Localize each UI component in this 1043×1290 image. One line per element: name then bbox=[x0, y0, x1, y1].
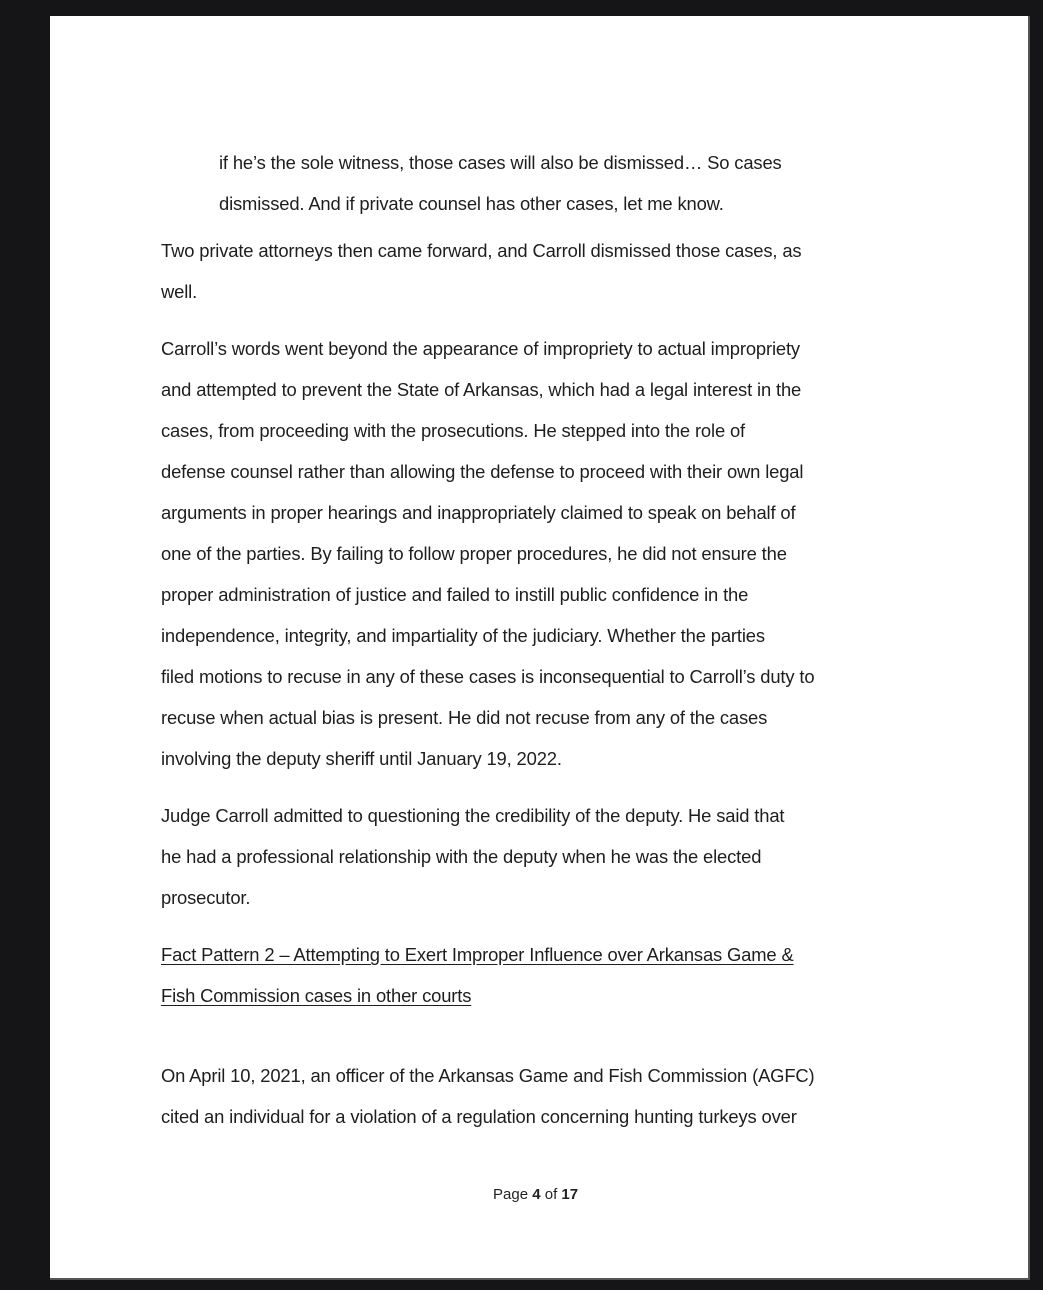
footer-of: of bbox=[544, 1186, 558, 1203]
text-line: Judge Carroll admitted to questioning the credibility of the deputy. He said that bbox=[161, 805, 785, 826]
paragraph-judge-admitted bbox=[161, 795, 784, 918]
text-line: cases, from proceeding with the prosecutions. He stepped into the role of bbox=[161, 420, 746, 441]
text-line: independence, integrity, and impartiality of the judiciary. Whether the parties bbox=[161, 625, 765, 646]
text-line: defense counsel rather than allowing the defense to proceed with their own legal bbox=[161, 461, 804, 482]
document-page bbox=[50, 16, 1030, 1280]
text-line: prosecutor. bbox=[161, 887, 251, 908]
heading-line: Fact Pattern 2 – Attempting to Exert Improper Influence over Arkansas Game & bbox=[161, 944, 794, 965]
quote-block bbox=[219, 142, 782, 224]
paragraph-april-citation bbox=[161, 1055, 815, 1137]
text-line: Carroll’s words went beyond the appearance of impropriety to actual impropriety bbox=[161, 338, 800, 359]
text-line: filed motions to recuse in any of these cases is inconsequential to Carroll’s duty to bbox=[161, 666, 815, 687]
text-line: cited an individual for a violation of a regulation concerning hunting turkeys over bbox=[161, 1106, 797, 1127]
quote-line: dismissed. And if private counsel has other cases, let me know. bbox=[219, 193, 724, 214]
text-line: arguments in proper hearings and inappropriately claimed to speak on behalf of bbox=[161, 502, 796, 523]
text-line: recuse when actual bias is present. He did not recuse from any of the cases bbox=[161, 707, 768, 728]
total-pages: 17 bbox=[561, 1186, 579, 1203]
footer-prefix: Page bbox=[493, 1186, 529, 1203]
text-line: well. bbox=[161, 281, 198, 302]
page-number-footer bbox=[493, 1186, 578, 1203]
text-line: Two private attorneys then came forward, and Carroll dismissed those cases, as bbox=[161, 240, 802, 261]
text-line: one of the parties. By failing to follow proper procedures, he did not ensure the bbox=[161, 543, 787, 564]
text-line: proper administration of justice and failed to instill public confidence in the bbox=[161, 584, 749, 605]
text-line: and attempted to prevent the State of Arkansas, which had a legal interest in the bbox=[161, 379, 802, 400]
heading-line: Fish Commission cases in other courts bbox=[161, 985, 472, 1006]
paragraph-private-attorneys bbox=[161, 230, 801, 312]
text-line: he had a professional relationship with the deputy when he was the elected bbox=[161, 846, 762, 867]
text-line: involving the deputy sheriff until January 19, 2022. bbox=[161, 748, 562, 769]
current-page: 4 bbox=[532, 1186, 541, 1203]
quote-line: if he’s the sole witness, those cases will also be dismissed… So cases bbox=[219, 152, 782, 173]
text-line: On April 10, 2021, an officer of the Arkansas Game and Fish Commission (AGFC) bbox=[161, 1065, 815, 1086]
paragraph-impropriety bbox=[161, 328, 814, 779]
section-heading bbox=[161, 934, 794, 1016]
